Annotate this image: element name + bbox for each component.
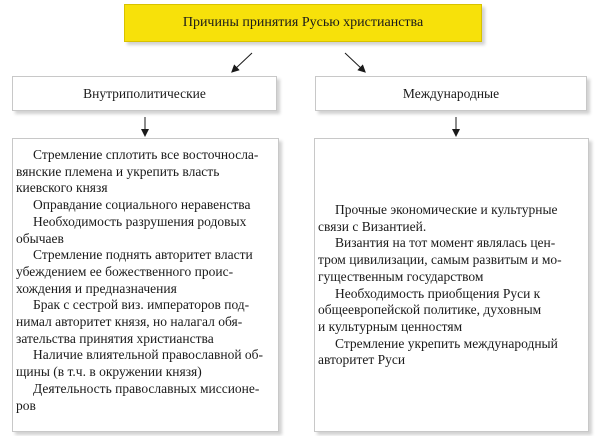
- internal-reason-item-line: киевского князя: [16, 180, 108, 196]
- international-reasons-box: [314, 138, 589, 432]
- diagram-title-box: [124, 4, 482, 42]
- internal-reason-item-line: вянские племена и укрепить власть: [16, 163, 220, 179]
- internal-reason-item-line: Наличие влиятельной православной об-: [33, 347, 264, 363]
- internal-reason-item-line: Деятельность православных миссионе-: [33, 380, 260, 396]
- internal-category-box: [12, 76, 277, 111]
- internal-reason-item-line: Необходимость разрушения родовых: [33, 213, 247, 229]
- internal-reason-item-line: Стремление сплотить все восточносла-: [33, 147, 259, 162]
- arrow-title-to-international: [345, 53, 363, 70]
- international-reason-item-line: Прочные экономические и культурные: [335, 202, 558, 217]
- internal-reason-item-line: убеждением ее божественного проис-: [16, 263, 234, 279]
- international-reason-item-line: Византия на тот момент являлась цен-: [335, 235, 556, 251]
- internal-reasons-box: [12, 138, 279, 432]
- internal-reason-item: [16, 147, 273, 197]
- internal-reason-item-line: обычаев: [16, 230, 64, 246]
- international-reason-item-line: связи с Византией.: [318, 218, 427, 234]
- internal-reason-item-line: зательства принятия христианства: [16, 330, 214, 346]
- international-reason-item: [318, 235, 582, 285]
- diagram-title: Причины принятия Русью христианства: [182, 15, 424, 30]
- internal-reason-item-line: хождения и предназначения: [16, 280, 177, 296]
- international-category-label: Международные: [402, 85, 500, 101]
- international-category-box: [315, 76, 587, 111]
- international-reason-item-line: и культурным ценностям: [318, 318, 463, 334]
- internal-reason-item: [16, 347, 273, 380]
- international-reason-item: [318, 335, 582, 369]
- internal-category-label: Внутриполитические: [83, 85, 206, 101]
- internal-reason-item-line: Брак с сестрой виз. императоров под-: [33, 297, 250, 313]
- international-reason-item-line: авторитет Руси: [318, 352, 406, 368]
- internal-reason-item-line: ров: [16, 397, 36, 413]
- arrow-title-to-internal: [234, 53, 252, 70]
- internal-reason-item: [33, 197, 273, 214]
- international-reason-item-line: общеевропейской политике, духовным: [318, 302, 542, 318]
- international-reason-item-line: Необходимость приобщения Руси к: [335, 285, 541, 301]
- internal-reason-item-line: Оправдание социального неравенства: [33, 197, 251, 213]
- internal-reason-item-line: Стремление поднять авторитет власти: [33, 247, 253, 263]
- international-reason-item: [318, 285, 582, 336]
- internal-reason-item: [16, 247, 273, 297]
- international-reason-item-line: Стремление укрепить международный: [335, 335, 558, 351]
- international-reason-item-line: гущественным государством: [318, 268, 484, 284]
- internal-reason-item: [16, 213, 273, 247]
- international-reason-item-line: тром цивилизации, самым развитым и мо-: [318, 252, 562, 268]
- international-reason-item: [318, 202, 582, 235]
- internal-reason-item: [16, 380, 273, 414]
- internal-reason-item-line: нимал авторитет князя, но налагал обя-: [16, 314, 243, 330]
- internal-reason-item: [16, 297, 273, 347]
- internal-reason-item-line: щины (в т.ч. в окружении князя): [16, 364, 202, 380]
